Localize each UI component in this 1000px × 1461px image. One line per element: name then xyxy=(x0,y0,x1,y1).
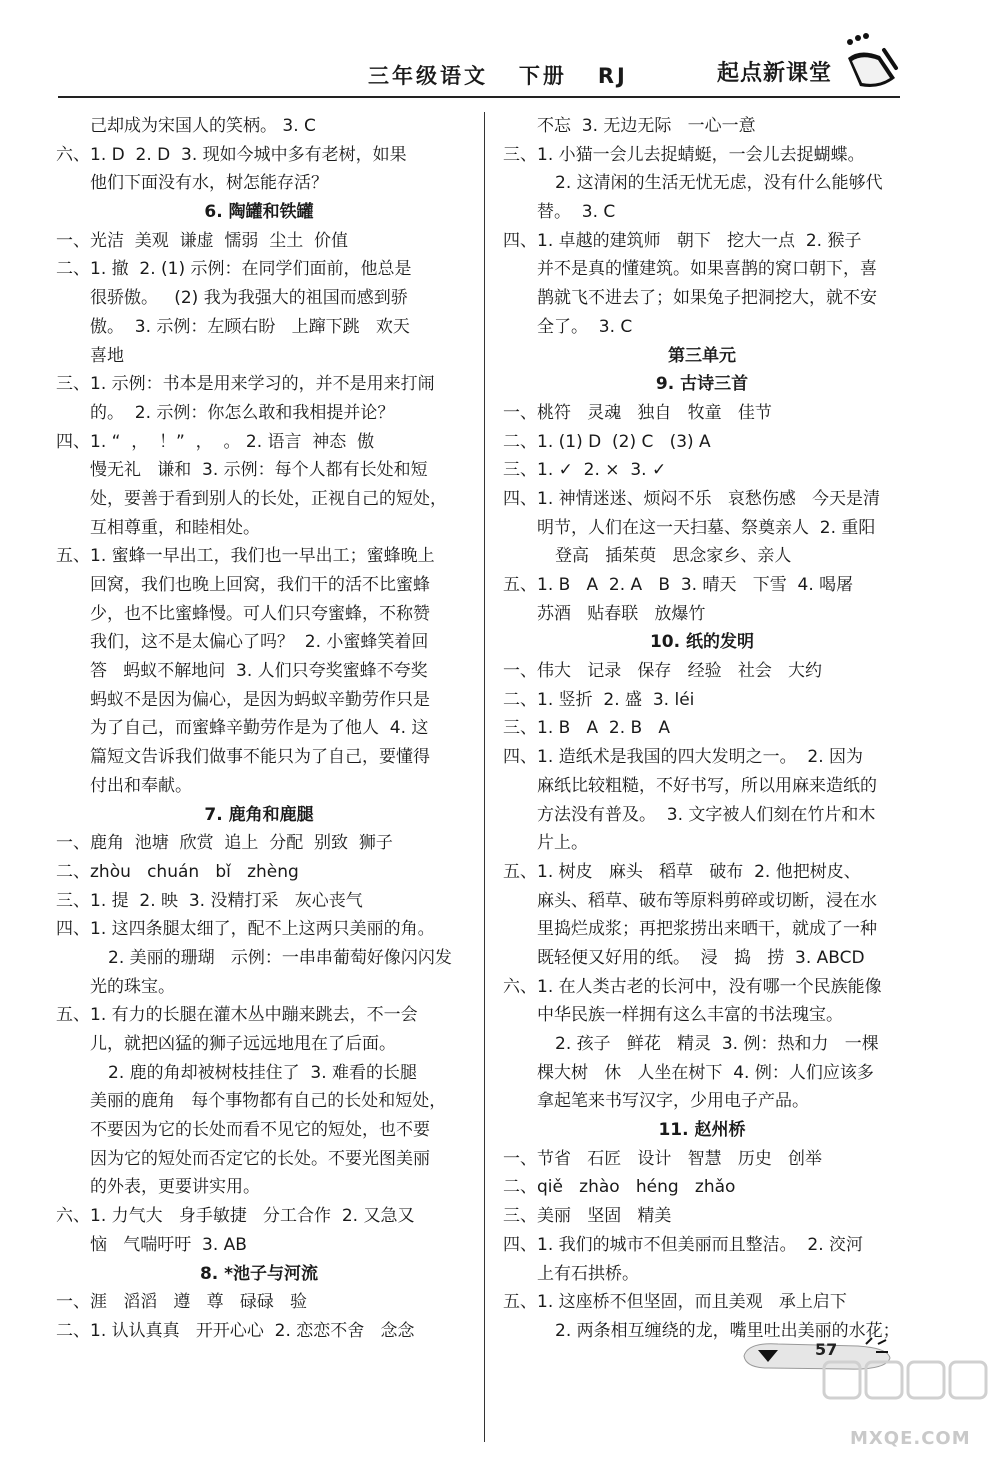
book-title: 三年级语文 下册 RJ xyxy=(368,64,628,88)
text-line: 篇短文告诉我们做事不能只为了自己，要懂得 xyxy=(90,747,430,768)
notebook-logo-icon xyxy=(840,28,900,98)
text-line: 2. 这清闲的生活无忧无虑，没有什么能够代 xyxy=(555,173,883,194)
text-line: 二、zhòu chuán bǐ zhèng xyxy=(56,861,299,882)
text-line: 并不是真的懂建筑。如果喜鹊的窝口朝下，喜 xyxy=(537,259,877,280)
text-line: 三、1. B A 2. B A xyxy=(503,718,671,739)
text-line: 五、1. B A 2. A B 3. 晴天 下雪 4. 喝屠 xyxy=(503,575,854,595)
text-line: 五、1. 有力的长腿在灌木丛中蹦来跳去，不一会 xyxy=(56,1005,418,1026)
text-line: 付出和奉献。 xyxy=(90,775,192,796)
section-heading: 9. 古诗三首 xyxy=(655,374,749,395)
text-line: 四、1. 这四条腿太细了，配不上这两只美丽的角。 xyxy=(56,919,435,940)
text-line: 三、1. ✓ 2. × 3. ✓ xyxy=(503,460,667,481)
text-line: 回窝，我们也晚上回窝，我们干的活不比蜜蜂 xyxy=(90,575,430,595)
text-line: 替。 3. C xyxy=(537,202,616,223)
section-heading: 8. *池子与河流 xyxy=(199,1263,319,1284)
text-line: 喜地 xyxy=(90,345,124,366)
text-line: 蚂蚁不是因为偏心，是因为蚂蚁辛勤劳作只是 xyxy=(90,689,430,710)
text-line: 处，要善于看到别人的长处，正视自己的短处， xyxy=(90,488,447,509)
text-line: 儿，就把凶猛的狮子远远地甩在了后面。 xyxy=(90,1034,396,1054)
text-line: 四、1. 卓越的建筑师 朝下 挖大一点 2. 猴子 xyxy=(503,230,862,251)
text-line: 傲。 3. 示例：左顾右盼 上蹿下跳 欢天 xyxy=(90,316,410,337)
text-line: 2. 美丽的珊瑚 示例：一串串葡萄好像闪闪发 xyxy=(108,947,452,968)
text-line: 2. 两条相互缠绕的龙，嘴里吐出美丽的水花； xyxy=(555,1320,900,1341)
text-line: 拿起笔来书写汉字，少用电子产品。 xyxy=(537,1091,809,1112)
section-heading: 10. 纸的发明 xyxy=(649,632,755,653)
left-column xyxy=(56,112,462,1346)
watermark-logo-icon xyxy=(820,1356,990,1426)
text-line: 中华民族一样拥有这么丰富的书法瑰宝。 xyxy=(537,1005,843,1026)
text-line: 很骄傲。 (2) 我为我强大的祖国而感到骄 xyxy=(90,288,408,309)
text-line: 2. 鹿的角却被树枝挂住了 3. 难看的长腿 xyxy=(108,1062,418,1083)
text-line: 三、1. 示例：书本是用来学习的，并不是用来打闹 xyxy=(56,374,435,395)
text-line: 三、美丽 坚固 精美 xyxy=(503,1206,672,1227)
text-line: 二、1. 撤 2. (1) 示例：在同学们面前，他总是 xyxy=(56,259,412,280)
text-line: 一、节省 石匠 设计 智慧 历史 创举 xyxy=(503,1148,823,1169)
text-line: 四、1. “ ， ！” ， 。 2. 语言 神态 傲 xyxy=(56,431,375,452)
text-line: 五、1. 蜜蜂一早出工，我们也一早出工；蜜蜂晚上 xyxy=(56,546,435,567)
page-header xyxy=(0,0,1000,100)
text-line: 的外表，更要讲实用。 xyxy=(90,1177,260,1198)
text-line: 不要因为它的长处而看不见它的短处，也不要 xyxy=(90,1120,430,1141)
text-line: 一、光洁 美观 谦虚 懦弱 尘土 价值 xyxy=(56,230,349,251)
brand-name: 起点新课堂 xyxy=(717,61,833,86)
text-line: 美丽的鹿角 每个事物都有自己的长处和短处， xyxy=(90,1091,447,1112)
text-line: 他们下面没有水，树怎能存活？ xyxy=(90,173,328,194)
header-rule xyxy=(58,96,900,98)
text-line: 登高 插茱萸 思念家乡、亲人 xyxy=(555,546,792,567)
text-line: 麻纸比较粗糙，不好书写，所以用麻来造纸的 xyxy=(537,775,877,796)
text-line: 互相尊重，和睦相处。 xyxy=(90,517,260,538)
text-line: 答 蚂蚁不解地问 3. 人们只夸奖蜜蜂不夸奖 xyxy=(90,661,428,682)
text-line: 少，也不比蜜蜂慢。可人们只夸蜜蜂，不称赞 xyxy=(90,603,430,624)
text-line: 麻头、稻草、破布等原料剪碎或切断，浸在水 xyxy=(537,890,877,911)
text-line: 六、1. 在人类古老的长河中，没有哪一个民族能像 xyxy=(503,976,882,997)
unit-heading: 第三单元 xyxy=(668,345,736,366)
text-line: 里捣烂成浆；再把浆捞出来晒干，就成了一种 xyxy=(537,919,877,940)
text-line: 的。 2. 示例：你怎么敢和我相提并论？ xyxy=(90,402,395,423)
text-line: 为了自己，而蜜蜂辛勤劳作是为了他人 4. 这 xyxy=(90,718,429,739)
text-line: 全了。 3. C xyxy=(537,316,633,337)
text-line: 慢无礼 谦和 3. 示例：每个人都有长处和短 xyxy=(90,460,428,481)
text-line: 四、1. 造纸术是我国的四大发明之一。 2. 因为 xyxy=(503,747,864,768)
text-line: 三、1. 提 2. 映 3. 没精打采 灰心丧气 xyxy=(56,890,363,911)
text-line: 鹊就飞不进去了；如果兔子把洞挖大，就不安 xyxy=(537,288,877,309)
text-line: 四、1. 神情迷迷、烦闷不乐 哀愁伤感 今天是清 xyxy=(503,488,881,509)
text-line: 二、1. 认认真真 开开心心 2. 恋恋不舍 念念 xyxy=(56,1320,415,1341)
section-heading: 6. 陶罐和铁罐 xyxy=(204,202,314,223)
right-column xyxy=(503,112,901,1346)
text-line: 苏酒 贴春联 放爆竹 xyxy=(537,603,706,624)
text-line: 2. 孩子 鲜花 精灵 3. 例：热和力 一棵 xyxy=(555,1034,879,1054)
text-line: 上有石拱桥。 xyxy=(537,1263,639,1284)
text-line: 一、伟大 记录 保存 经验 社会 大约 xyxy=(503,661,823,682)
text-line: 二、1. (1) D (2) C (3) A xyxy=(503,431,711,452)
text-line: 一、鹿角 池塘 欣赏 追上 分配 别致 狮子 xyxy=(56,833,393,854)
text-line: 三、1. 小猫一会儿去捉蜻蜓，一会儿去捉蝴蝶。 xyxy=(503,144,865,165)
section-heading: 11. 赵州桥 xyxy=(658,1120,746,1141)
watermark-text: MXQE.COM xyxy=(850,1428,971,1449)
text-line: 明节，人们在这一天扫墓、祭奠亲人 2. 重阳 xyxy=(537,517,876,538)
text-line: 我们，这不是太偏心了吗？ 2. 小蜜蜂笑着回 xyxy=(90,632,429,653)
column-divider xyxy=(484,112,485,1442)
text-line: 光的珠宝。 xyxy=(90,976,175,997)
text-line: 六、1. D 2. D 3. 现如今城中多有老树，如果 xyxy=(56,144,407,165)
text-line: 五、1. 树皮 麻头 稻草 破布 2. 他把树皮、 xyxy=(503,861,861,882)
text-line: 既轻便又好用的纸。 浸 捣 捞 3. ABCD xyxy=(537,947,865,968)
text-line: 一、涯 滔滔 遵 尊 碌碌 验 xyxy=(56,1292,308,1313)
text-line: 方法没有普及。 3. 文字被人们刻在竹片和木 xyxy=(537,804,876,825)
text-line: 不忘 3. 无边无际 一心一意 xyxy=(537,116,756,136)
text-line: 四、1. 我们的城市不但美丽而且整洁。 2. 洨河 xyxy=(503,1234,864,1255)
text-line: 恼 气喘吁吁 3. AB xyxy=(90,1234,247,1255)
text-line: 因为它的短处而否定它的长处。不要光图美丽 xyxy=(90,1148,430,1169)
text-line: 片上。 xyxy=(537,833,588,854)
page-number: 57 xyxy=(815,1340,838,1359)
text-line: 一、桃符 灵魂 独自 牧童 佳节 xyxy=(503,402,772,423)
text-line: 棵大树 休 人坐在树下 4. 例：人们应该多 xyxy=(537,1062,874,1083)
text-line: 五、1. 这座桥不但坚固，而且美观 承上启下 xyxy=(503,1292,847,1313)
text-line: 六、1. 力气大 身手敏捷 分工合作 2. 又急又 xyxy=(56,1206,415,1227)
text-line: 二、qiě zhào héng zhǎo xyxy=(503,1177,736,1198)
section-heading: 7. 鹿角和鹿腿 xyxy=(204,804,314,825)
text-line: 二、1. 竖折 2. 盛 3. léi xyxy=(503,689,695,710)
text-line: 己却成为宋国人的笑柄。 3. C xyxy=(90,116,316,136)
